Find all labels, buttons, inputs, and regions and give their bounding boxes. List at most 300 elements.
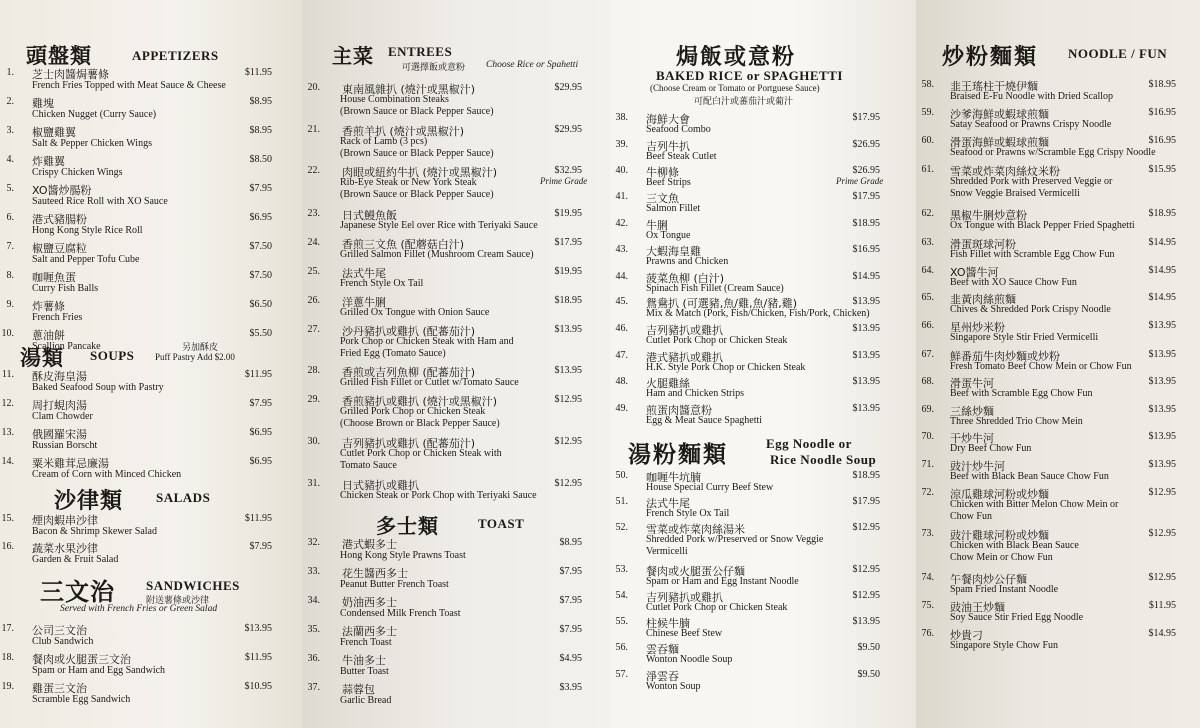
item-price: $7.50 <box>249 241 272 252</box>
puff-pastry-en: Puff Pastry Add $2.00 <box>155 352 235 362</box>
item-number: 1. <box>6 67 14 78</box>
item-name-zh: 肉眼或紐約牛扒 (燒汁或黑椒汁) <box>342 166 498 179</box>
baked-sub-zh: 可配白汁或蕃茄汁或葡汁 <box>694 97 794 107</box>
item-price: $16.95 <box>1148 135 1176 146</box>
item-name-en: Crispy Chicken Wings <box>32 167 123 178</box>
item-name-en: Fish Fillet with Scramble Egg Chow Fun <box>950 249 1115 260</box>
item-name-zh: 港式豬腸粉 <box>32 213 87 226</box>
item-name-en: Rib-Eye Steak or New York Steak <box>340 177 477 188</box>
item-number: 65. <box>921 292 934 303</box>
item-price: $7.95 <box>559 595 582 606</box>
item-price: $19.95 <box>554 208 582 219</box>
item-name-en: Hong Kong Style Prawns Toast <box>340 550 466 561</box>
item-price: $13.95 <box>1148 431 1176 442</box>
soups-title-zh: 湯類 <box>20 346 64 370</box>
item-number: 10. <box>1 328 14 339</box>
item-name-zh: 干炒牛河 <box>950 432 994 445</box>
item-number: 57. <box>615 669 628 680</box>
item-price: $12.95 <box>554 394 582 405</box>
item-price: $6.50 <box>249 299 272 310</box>
item-name-zh: 法式牛尾 <box>646 497 690 510</box>
item-name-en: French Style Ox Tail <box>340 278 424 289</box>
item-price: $10.95 <box>244 681 272 692</box>
item-price: $13.95 <box>852 403 880 414</box>
item-name-en: Cream of Corn with Minced Chicken <box>32 469 182 480</box>
item-name-en: Chinese Beef Stew <box>646 628 723 639</box>
item-price: $14.95 <box>852 271 880 282</box>
item-number: 20. <box>307 82 320 93</box>
item-number: 36. <box>307 653 320 664</box>
baked-title-zh: 焗飯或意粉 <box>676 45 797 70</box>
item-name-zh: 蔥油餅 <box>32 329 65 342</box>
item-name-en: Braised E-Fu Noodle with Dried Scallop <box>950 91 1114 102</box>
salads-title-zh: 沙律類 <box>54 489 124 514</box>
item-name-en: H.K. Style Pork Chop or Chicken Steak <box>646 362 806 373</box>
item-price: $14.95 <box>1148 292 1176 303</box>
item-number: 17. <box>1 623 14 634</box>
item-name-en: Three Shredded Trio Chow Mein <box>950 416 1083 427</box>
item-price: $11.95 <box>1148 600 1176 611</box>
item-name-en: Snow Veggie Braised Vermicelli <box>950 188 1080 199</box>
item-number: 62. <box>921 208 934 219</box>
item-name-zh: 餐肉或火腿蛋三文治 <box>32 653 131 666</box>
item-number: 2. <box>6 96 14 107</box>
item-name-zh: 咖喱魚蛋 <box>32 271 76 284</box>
item-number: 11. <box>1 369 14 380</box>
item-number: 4. <box>6 154 14 165</box>
item-number: 40. <box>615 165 628 176</box>
item-name-en: French Toast <box>340 637 392 648</box>
item-name-zh: 炸薯條 <box>32 300 65 313</box>
item-price: $9.50 <box>857 669 880 680</box>
item-number: 29. <box>307 394 320 405</box>
item-price: $29.95 <box>554 82 582 93</box>
item-price: $13.95 <box>1148 404 1176 415</box>
item-price: $19.95 <box>554 266 582 277</box>
item-price: $12.95 <box>1148 487 1176 498</box>
item-name-en: House Special Curry Beef Stew <box>646 482 774 493</box>
panel-noodle-fun <box>916 0 1200 728</box>
item-name-en: Scallion Pancake <box>32 341 101 352</box>
item-price: $18.95 <box>852 218 880 229</box>
entrees-title-en: ENTREES <box>388 44 453 59</box>
item-name-en: Salmon Fillet <box>646 203 701 214</box>
item-name-zh: 涼瓜雞球河粉或炒麵 <box>950 488 1049 501</box>
item-name-zh: 黑椒牛脷炒意粉 <box>950 209 1027 222</box>
item-name-zh: 香煎羊扒 (燒汁或黑椒汁) <box>342 125 465 138</box>
prime-grade-note: Prime Grade <box>836 176 884 186</box>
item-name-zh: 椒鹽豆腐粒 <box>32 242 87 255</box>
item-name-zh: XO醬炒腸粉 <box>32 184 92 197</box>
item-price: $4.95 <box>559 653 582 664</box>
item-name-zh: 香煎或吉列魚柳 (配蕃茄汁) <box>342 366 476 379</box>
item-name-zh: 香煎豬扒或雞扒 (燒汁或黑椒汁) <box>342 395 498 408</box>
item-number: 55. <box>615 616 628 627</box>
item-name-en: Chicken with Black Bean Sauce <box>950 540 1079 551</box>
item-name-zh: 雲吞麵 <box>646 643 679 656</box>
item-number: 5. <box>6 183 14 194</box>
item-price: $18.95 <box>1148 208 1176 219</box>
item-name-zh: 豉汁雞球河粉或炒麵 <box>950 529 1049 542</box>
item-price: $14.95 <box>1148 237 1176 248</box>
item-price: $7.95 <box>249 398 272 409</box>
item-name-zh: 日式豬扒或雞扒 <box>342 479 419 492</box>
item-number: 26. <box>307 295 320 306</box>
item-price: $7.95 <box>249 183 272 194</box>
appetizers-title-zh: 頭盤類 <box>26 44 92 68</box>
item-number: 22. <box>307 165 320 176</box>
item-price: $7.50 <box>249 270 272 281</box>
item-number: 8. <box>6 270 14 281</box>
item-price: $26.95 <box>852 139 880 150</box>
item-name-en: (Brown Sauce or Black Pepper Sauce) <box>340 148 494 159</box>
noodle-fun-title-zh: 炒粉麵類 <box>942 45 1039 70</box>
item-number: 25. <box>307 266 320 277</box>
toast-title-zh: 多士類 <box>376 514 439 538</box>
item-name-zh: 豉油王炒麵 <box>950 601 1005 614</box>
item-price: $6.95 <box>249 427 272 438</box>
item-name-zh: 炒貴刁 <box>950 629 983 642</box>
item-price: $17.95 <box>852 496 880 507</box>
soups-title-en: SOUPS <box>90 348 135 363</box>
appetizers-title-en: APPETIZERS <box>132 48 219 63</box>
item-number: 67. <box>921 349 934 360</box>
item-name-zh: 火腿雞絲 <box>646 377 690 390</box>
item-price: $13.95 <box>852 296 880 307</box>
item-number: 9. <box>6 299 14 310</box>
item-name-zh: 港式蝦多士 <box>342 538 397 551</box>
noodle-fun-title-en: NOODLE / FUN <box>1068 46 1168 61</box>
entrees-sub-zh: 可選擇飯或意粉 <box>402 63 466 73</box>
sandwich-sub-zh: 附送薯條或沙律 <box>146 596 210 606</box>
item-price: $7.95 <box>559 624 582 635</box>
toast-title-en: TOAST <box>478 516 525 531</box>
item-name-en: Dry Beef Chow Fun <box>950 443 1032 454</box>
item-number: 73. <box>921 528 934 539</box>
item-price: $13.95 <box>244 623 272 634</box>
item-price: $13.95 <box>554 365 582 376</box>
item-name-zh: 雪菜或炸菜肉絲湯米 <box>646 523 745 536</box>
item-name-en: Fresh Tomato Beef Chow Mein or Chow Fun <box>950 361 1132 372</box>
item-name-en: Chicken Nugget (Curry Sauce) <box>32 109 157 120</box>
item-price: $8.95 <box>559 537 582 548</box>
item-price: $12.95 <box>852 564 880 575</box>
item-price: $11.95 <box>244 652 272 663</box>
item-name-en: Pork Chop or Chicken Steak with Ham and <box>340 336 514 347</box>
item-name-en: Condensed Milk French Toast <box>340 608 461 619</box>
item-number: 18. <box>1 652 14 663</box>
item-name-en: Chicken Steak or Pork Chop with Teriyaki Sauce <box>340 490 537 501</box>
item-name-zh: 海鮮大會 <box>646 113 690 126</box>
item-number: 28. <box>307 365 320 376</box>
item-price: $8.95 <box>249 125 272 136</box>
sandwiches-title-zh: 三文治 <box>40 578 115 606</box>
item-number: 75. <box>921 600 934 611</box>
item-name-en: Club Sandwich <box>32 636 94 647</box>
item-number: 15. <box>1 513 14 524</box>
item-name-zh: 周打蜆肉湯 <box>32 399 87 412</box>
item-name-en: Beef with XO Sauce Chow Fun <box>950 277 1077 288</box>
item-name-zh: 日式鰻魚飯 <box>342 209 397 222</box>
item-price: $3.95 <box>559 682 582 693</box>
item-name-zh: 韭王瑤柱干燒伊麵 <box>950 80 1038 93</box>
item-name-en: Japanese Style Eel over Rice with Teriyaki Sauce <box>340 220 538 231</box>
item-name-en: Soy Sauce Stir Fried Egg Noodle <box>950 612 1084 623</box>
item-name-zh: 法蘭西多士 <box>342 625 397 638</box>
item-name-en: Garlic Bread <box>340 695 392 706</box>
item-name-en: Peanut Butter French Toast <box>340 579 449 590</box>
item-number: 69. <box>921 404 934 415</box>
item-name-en: Grilled Ox Tongue with Onion Sauce <box>340 307 490 318</box>
item-name-en: Sauteed Rice Roll with XO Sauce <box>32 196 168 207</box>
item-name-zh: 三文魚 <box>646 192 679 205</box>
item-name-zh: 酥皮海皇湯 <box>32 370 87 383</box>
item-name-zh: 俄國羅宋湯 <box>32 428 87 441</box>
item-price: $17.95 <box>852 191 880 202</box>
item-price: $12.95 <box>554 478 582 489</box>
item-number: 41. <box>615 191 628 202</box>
item-number: 31. <box>307 478 320 489</box>
item-name-en: Ox Tongue <box>646 230 691 241</box>
item-number: 37. <box>307 682 320 693</box>
item-name-zh: 煙肉蝦串沙律 <box>32 514 98 527</box>
item-name-en: Vermicelli <box>646 546 688 557</box>
item-name-en: Mix & Match (Pork, Fish/Chicken, Fish/Pork, Chicken) <box>646 308 870 319</box>
item-number: 35. <box>307 624 320 635</box>
item-name-zh: 雪菜或炸菜肉絲炆米粉 <box>950 165 1060 178</box>
item-name-zh: 奶油西多士 <box>342 596 397 609</box>
item-name-zh: 沙爹海鮮或蝦球煎麵 <box>950 108 1049 121</box>
item-number: 50. <box>615 470 628 481</box>
item-name-zh: 韭黃肉絲煎麵 <box>950 293 1016 306</box>
item-number: 71. <box>921 459 934 470</box>
item-name-en: Cutlet Pork Chop or Chicken Steak <box>646 602 788 613</box>
item-price: $13.95 <box>852 350 880 361</box>
item-name-en: Satay Seafood or Prawns Crispy Noodle <box>950 119 1112 130</box>
item-name-zh: 吉列豬扒或雞扒 <box>646 324 723 337</box>
item-price: $13.95 <box>1148 320 1176 331</box>
item-number: 72. <box>921 487 934 498</box>
item-number: 61. <box>921 164 934 175</box>
item-number: 14. <box>1 456 14 467</box>
item-name-en: Chow Mein or Chow Fun <box>950 552 1053 563</box>
item-name-zh: 炸雞翼 <box>32 155 65 168</box>
item-name-zh: 滑蛋海鮮或蝦球煎麵 <box>950 136 1049 149</box>
item-number: 3. <box>6 125 14 136</box>
item-number: 30. <box>307 436 320 447</box>
item-name-en: Wonton Noodle Soup <box>646 654 733 665</box>
item-name-en: Grilled Pork Chop or Chicken Steak <box>340 406 486 417</box>
entrees-title-zh: 主菜 <box>332 44 374 68</box>
item-name-zh: 餐肉或火腿蛋公仔麵 <box>646 565 745 578</box>
item-name-en: Chow Fun <box>950 511 992 522</box>
item-number: 51. <box>615 496 628 507</box>
item-price: $7.95 <box>559 566 582 577</box>
item-name-zh: 菠菜魚柳 (白汁) <box>646 272 725 285</box>
item-name-zh: 淨雲吞 <box>646 670 679 683</box>
item-price: $12.95 <box>554 436 582 447</box>
baked-sub-en: (Choose Cream or Tomato or Portguese Sauce) <box>650 83 820 93</box>
item-number: 52. <box>615 522 628 533</box>
item-name-zh: 吉列豬扒或雞扒 (配蕃茄汁) <box>342 437 476 450</box>
item-name-zh: 三絲炒麵 <box>950 405 994 418</box>
item-name-zh: 午餐肉炒公仔麵 <box>950 573 1027 586</box>
item-name-zh: 大蝦海皇雞 <box>646 245 701 258</box>
item-number: 42. <box>615 218 628 229</box>
item-number: 6. <box>6 212 14 223</box>
item-price: $13.95 <box>1148 349 1176 360</box>
item-number: 64. <box>921 265 934 276</box>
item-name-en: Grilled Fish Fillet or Cutlet w/Tomato Sauce <box>340 377 519 388</box>
item-name-zh: 星州炒米粉 <box>950 321 1005 334</box>
item-name-en: Curry Fish Balls <box>32 283 99 294</box>
item-name-en: Beef with Scramble Egg Chow Fun <box>950 388 1093 399</box>
item-name-en: Butter Toast <box>340 666 389 677</box>
item-name-en: House Combination Steaks <box>340 94 449 105</box>
item-number: 24. <box>307 237 320 248</box>
item-name-en: Clam Chowder <box>32 411 93 422</box>
item-name-en: Prawns and Chicken <box>646 256 729 267</box>
item-price: $13.95 <box>852 616 880 627</box>
item-number: 59. <box>921 107 934 118</box>
item-name-en: Singapore Style Chow Fun <box>950 640 1059 651</box>
item-number: 34. <box>307 595 320 606</box>
item-price: $6.95 <box>249 212 272 223</box>
item-name-en: Russian Borscht <box>32 440 98 451</box>
item-name-en: Seafood Combo <box>646 124 711 135</box>
item-price: $18.95 <box>852 470 880 481</box>
item-price: $14.95 <box>1148 265 1176 276</box>
item-name-zh: 花生醬西多士 <box>342 567 408 580</box>
item-name-en: Grilled Salmon Fillet (Mushroom Cream Sauce) <box>340 249 534 260</box>
sandwich-sub-en: Served with French Fries or Green Salad <box>60 604 218 614</box>
item-name-en: (Brown Sauce or Black Pepper Sauce) <box>340 189 494 200</box>
item-price: $13.95 <box>1148 376 1176 387</box>
item-number: 43. <box>615 244 628 255</box>
item-name-en: Baked Seafood Soup with Pastry <box>32 382 164 393</box>
item-name-zh: 煎蛋肉醬意粉 <box>646 404 712 417</box>
item-number: 60. <box>921 135 934 146</box>
puff-pastry-zh: 另加酥皮 <box>182 343 219 353</box>
item-price: $17.95 <box>554 237 582 248</box>
item-name-zh: 牛油多士 <box>342 654 386 667</box>
item-name-zh: 香煎三文魚 (配蘑菇白汁) <box>342 238 465 251</box>
item-name-en: Fried Egg (Tomato Sauce) <box>340 348 446 359</box>
item-name-en: Spam Fried Instant Noodle <box>950 584 1059 595</box>
item-price: $8.95 <box>249 96 272 107</box>
item-price: $13.95 <box>1148 459 1176 470</box>
item-number: 38. <box>615 112 628 123</box>
item-name-zh: 豉汁炒牛河 <box>950 460 1005 473</box>
item-name-zh: 雞塊 <box>32 97 54 110</box>
item-name-zh: 滑蛋牛河 <box>950 377 994 390</box>
item-number: 7. <box>6 241 14 252</box>
item-number: 66. <box>921 320 934 331</box>
item-name-en: Spam or Ham and Egg Instant Noodle <box>646 576 799 587</box>
item-name-zh: 蒜蓉包 <box>342 683 375 696</box>
prime-grade-note: Prime Grade <box>540 176 588 186</box>
item-name-en: Chicken with Bitter Melon Chow Mein or <box>950 499 1119 510</box>
item-number: 13. <box>1 427 14 438</box>
baked-title-en: BAKED RICE or SPAGHETTI <box>656 68 843 83</box>
item-name-en: Hong Kong Style Rice Roll <box>32 225 143 236</box>
item-price: $12.95 <box>852 590 880 601</box>
item-name-en: French Style Ox Tail <box>646 508 730 519</box>
item-price: $13.95 <box>554 324 582 335</box>
item-name-en: Egg & Meat Sauce Spaghetti <box>646 415 763 426</box>
item-price: $12.95 <box>1148 528 1176 539</box>
item-number: 39. <box>615 139 628 150</box>
item-name-en: Spinach Fish Fillet (Cream Sauce) <box>646 283 784 294</box>
item-price: $16.95 <box>852 244 880 255</box>
item-name-en: Rack of Lamb (3 pcs) <box>340 136 428 147</box>
entrees-sub-en: Choose Rice or Spahetti <box>486 60 579 70</box>
item-price: $11.95 <box>244 67 272 78</box>
item-name-zh: 芝士肉醬焗薯條 <box>32 68 109 81</box>
item-price: $6.95 <box>249 456 272 467</box>
item-name-zh: 柱候牛腩 <box>646 617 690 630</box>
panel-entrees-toast <box>302 0 610 728</box>
item-name-zh: 牛脷 <box>646 219 668 232</box>
item-price: $8.50 <box>249 154 272 165</box>
item-number: 23. <box>307 208 320 219</box>
item-price: $29.95 <box>554 124 582 135</box>
item-name-zh: 蔬菜水果沙律 <box>32 542 98 555</box>
item-price: $12.95 <box>1148 572 1176 583</box>
item-name-zh: 滑蛋斑球河粉 <box>950 238 1016 251</box>
item-name-en: (Choose Brown or Black Pepper Sauce) <box>340 418 500 429</box>
item-number: 21. <box>307 124 320 135</box>
item-name-en: (Brown Sauce or Black Pepper Sauce) <box>340 106 494 117</box>
noodle-soup-title-zh: 湯粉麵類 <box>628 442 728 468</box>
item-price: $18.95 <box>1148 79 1176 90</box>
item-name-en: Salt & Pepper Chicken Wings <box>32 138 152 149</box>
item-price: $7.95 <box>249 541 272 552</box>
item-number: 56. <box>615 642 628 653</box>
item-name-en: Cutlet Pork Chop or Chicken Steak with <box>340 448 502 459</box>
item-number: 19. <box>1 681 14 692</box>
item-name-en: Ham and Chicken Strips <box>646 388 745 399</box>
item-number: 76. <box>921 628 934 639</box>
item-number: 48. <box>615 376 628 387</box>
item-name-zh: 鮮番茄牛肉炒麵或炒粉 <box>950 350 1060 363</box>
item-name-en: Wonton Soup <box>646 681 701 692</box>
item-name-zh: 東南風雜扒 (燒汁或黑椒汁) <box>342 83 476 96</box>
item-number: 32. <box>307 537 320 548</box>
item-price: $13.95 <box>852 376 880 387</box>
item-name-en: French Fries Topped with Meat Sauce & Cheese <box>32 80 226 91</box>
item-name-en: Shredded Pork with Preserved Veggie or <box>950 176 1113 187</box>
panel-baked-noodle-soup <box>610 0 916 728</box>
item-number: 68. <box>921 376 934 387</box>
item-price: $16.95 <box>1148 107 1176 118</box>
item-name-zh: 洋蔥牛脷 <box>342 296 386 309</box>
item-name-en: Seafood or Prawns w/Scramble Egg Crispy Noodle <box>950 147 1156 158</box>
item-name-zh: 吉列牛扒 <box>646 140 690 153</box>
sandwiches-title-en: SANDWICHES <box>146 578 240 593</box>
item-number: 70. <box>921 431 934 442</box>
item-name-zh: 鴛鴦扒 (可選豬,魚/雞,魚/豬,雞) <box>646 297 797 310</box>
salads-title-en: SALADS <box>156 490 211 505</box>
item-name-en: Cutlet Pork Chop or Chicken Steak <box>646 335 788 346</box>
item-number: 47. <box>615 350 628 361</box>
item-number: 27. <box>307 324 320 335</box>
item-price: $17.95 <box>852 112 880 123</box>
item-price: $26.95 <box>852 165 880 176</box>
item-name-en: Salt and Pepper Tofu Cube <box>32 254 140 265</box>
item-name-zh: 吉列豬扒或雞扒 <box>646 591 723 604</box>
panel-appetizers-soups-salads-sandwiches <box>0 0 302 728</box>
